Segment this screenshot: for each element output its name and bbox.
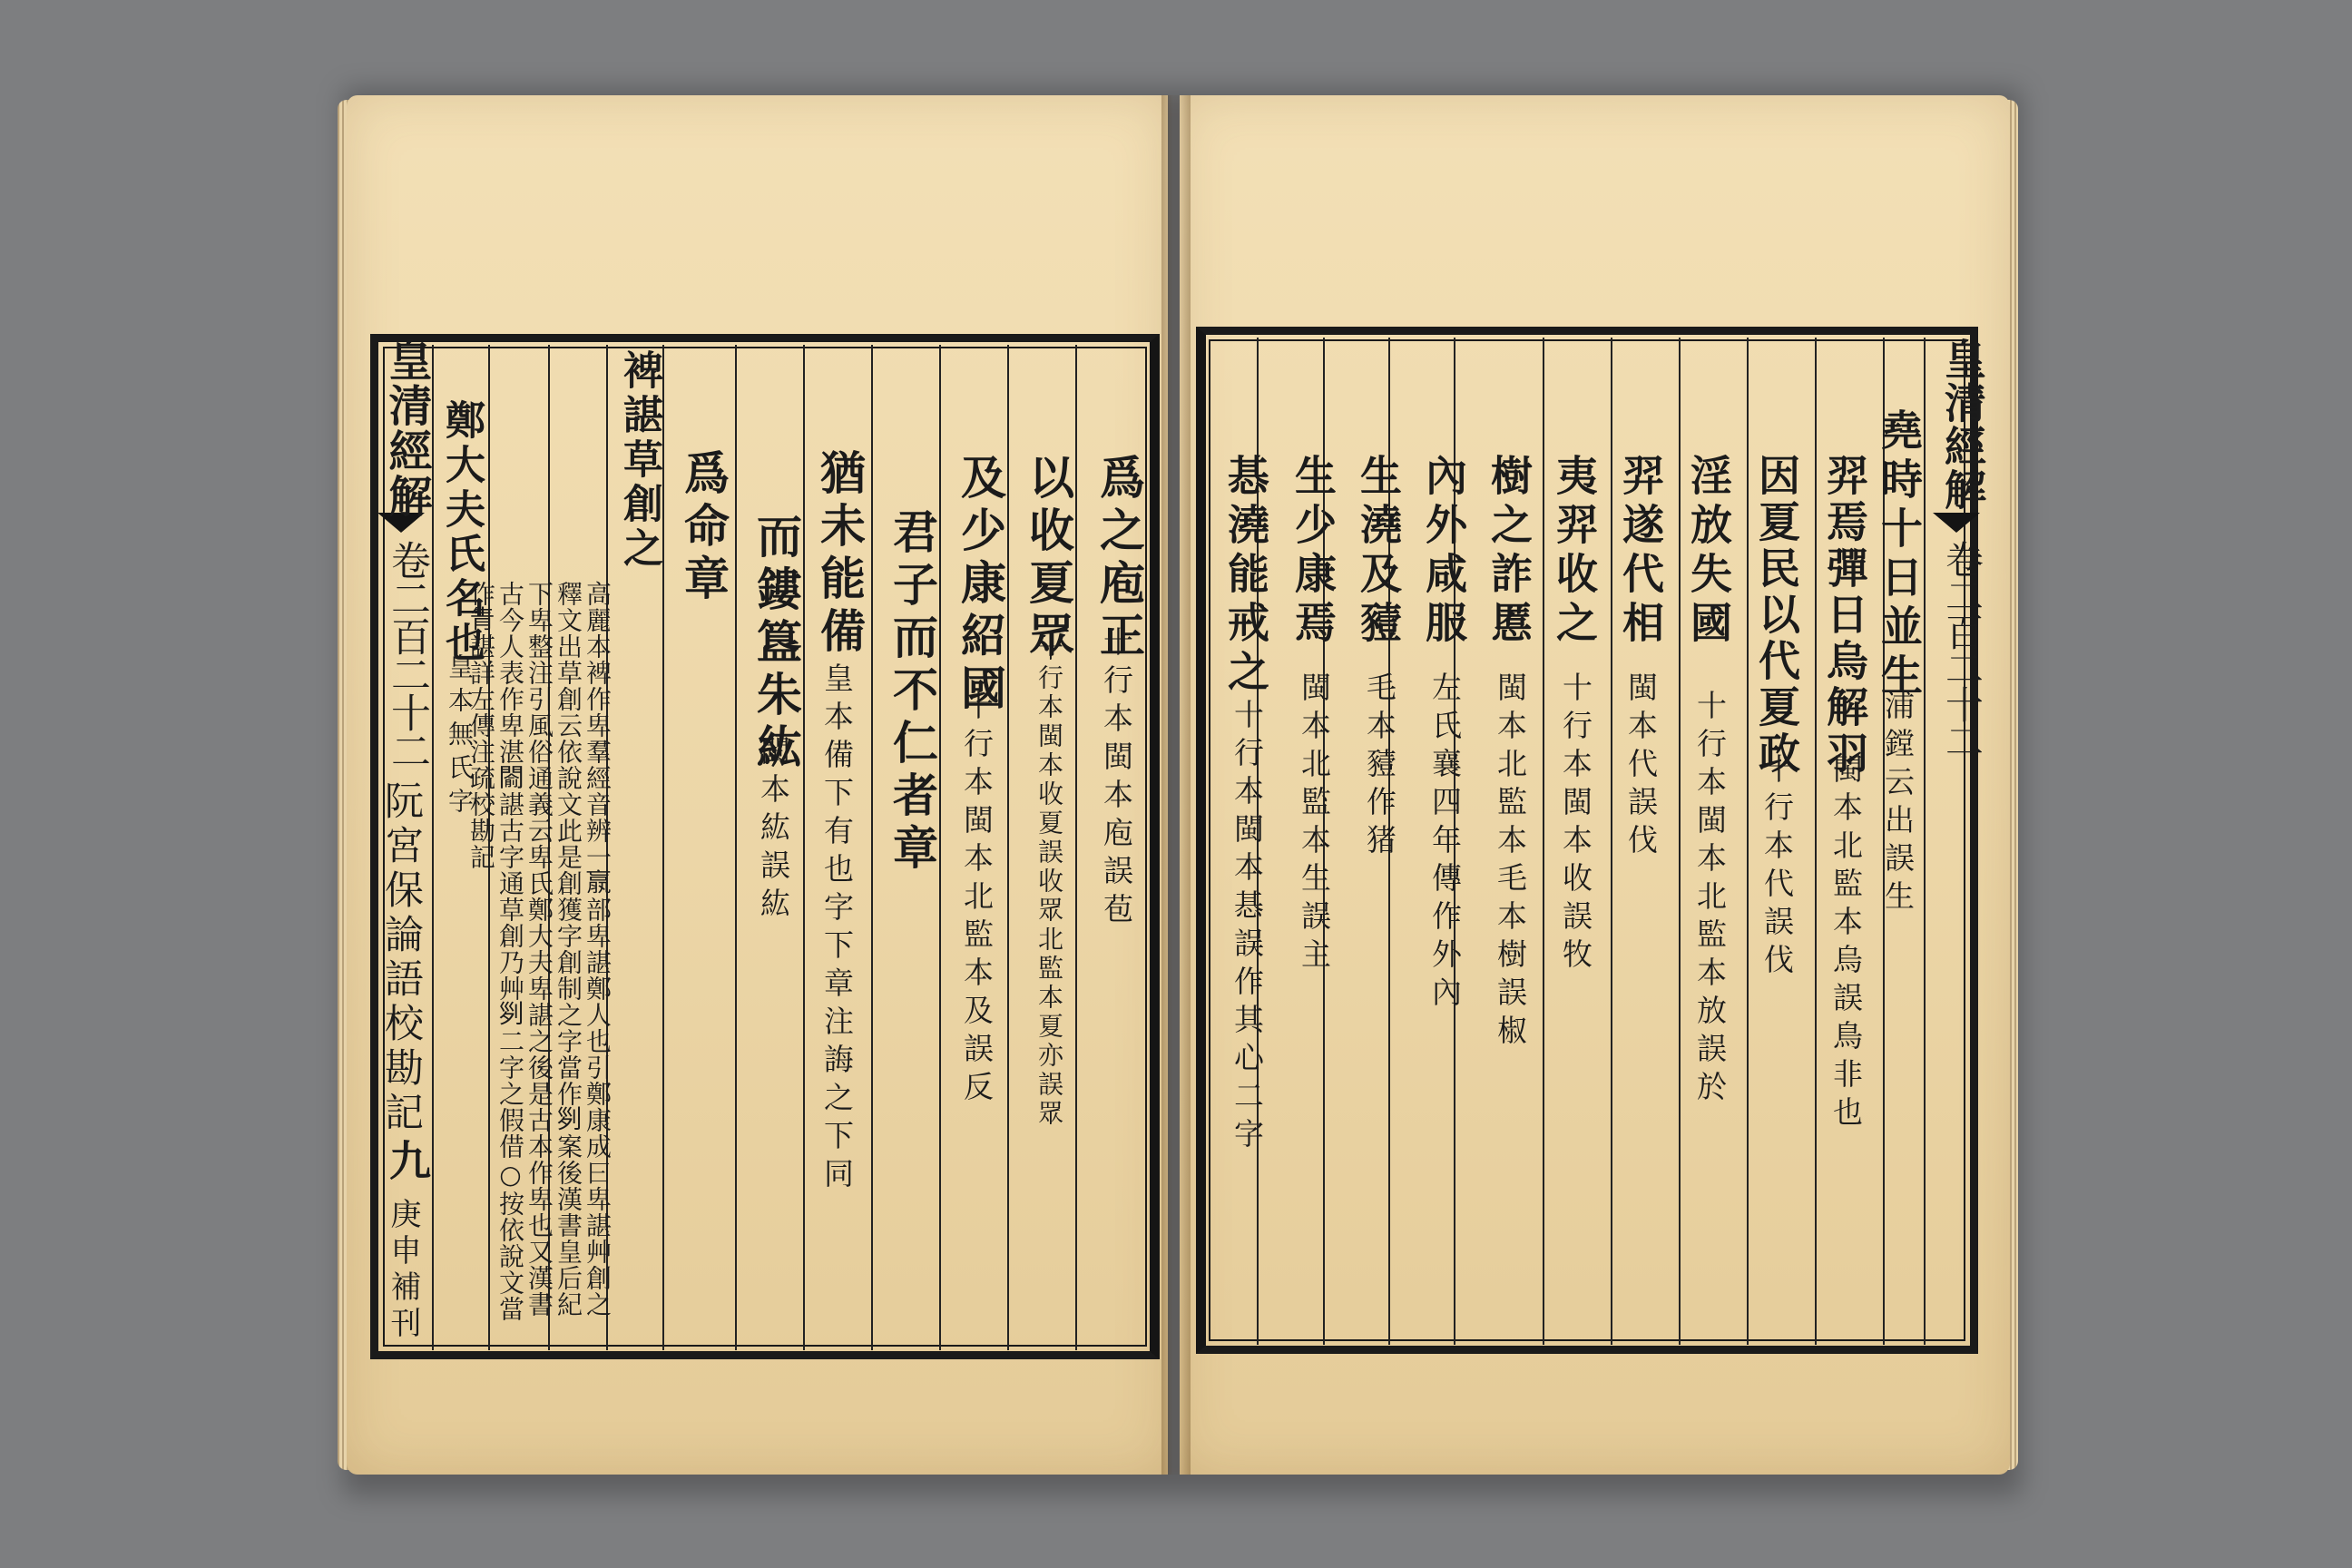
right-col-1-main: 堯時十日並生 [1875, 408, 1924, 702]
left-page-number: 九 [383, 1139, 432, 1181]
right-col-2-note: 閩本北監本烏誤鳥非也 [1828, 753, 1864, 1134]
right-col-8-main: 內外咸服 [1419, 454, 1468, 650]
left-col-3-note: 十行本閩本北監本及誤反 [959, 690, 995, 1109]
left-col-2-note: 十行本閩本收夏誤收眾北監本夏亦誤眾 [1034, 635, 1064, 1129]
left-col-4-main: 君子而不仁者章 [886, 508, 939, 877]
right-col-4-note: 十行本閩本北監本放誤於 [1692, 690, 1728, 1109]
left-col-6-main: 而鏤簋朱紘 [750, 513, 803, 776]
right-col-5-main: 羿遂代相 [1616, 454, 1665, 650]
left-col-8-main: 爲命章 [677, 449, 730, 607]
right-col-6-note: 十行本閩本收誤牧 [1558, 671, 1593, 976]
right-col-9-main: 生澆及豷 [1354, 454, 1403, 650]
left-col-1-note: 十行本閩本庖誤苞 [1099, 626, 1134, 931]
right-col-10-main: 生少康焉 [1289, 454, 1338, 650]
left-col-6-note: 閩本紘誤紘 [756, 735, 791, 926]
right-col-6-main: 夷羿收之 [1550, 454, 1599, 650]
right-col-4-main: 淫放失國 [1684, 454, 1733, 650]
right-col-7-main: 樹之詐慝 [1485, 454, 1534, 650]
right-col-10-note: 閩本北監本生誤主 [1297, 671, 1332, 976]
left-col-10-main: 鄭大夫氏名也 [438, 399, 485, 666]
left-col-9-main: 裨諶草創之 [616, 349, 662, 572]
right-col-1-note: 浦鏜云出誤生 [1880, 690, 1916, 918]
right-book-title: 皇清經解 [1938, 338, 1987, 512]
left-col-5-main: 猶未能備 [813, 449, 867, 660]
left-col-2-main: 以收夏眾 [1022, 454, 1075, 664]
left-col-9-note: 高麗本裨作卑羣經音辨一𣎆部卑諶鄭人也引鄭康成曰卑諶艸創之釋文出草創云依說文此是創獲字創制之字當作𠛱案後漢書皇后紀下卑整注引風俗通義云卑氏鄭大夫卑諶之後是古本作卑也又漢書古今人表作卑湛𨵦諶古字通草創乃艸𠛱二字之假借○按依說文當作𤯝諶詳左傳注疏校勘記 [466, 581, 612, 1322]
right-volume-label: 卷二百二十二 [1940, 540, 1984, 758]
right-col-11-main: 惎澆能戒之 [1221, 454, 1270, 699]
right-col-8-note: 左氏襄四年傳作外內 [1427, 671, 1463, 1014]
left-imprint: 庚申補刊 [385, 1198, 421, 1343]
left-volume-label: 卷二百二十二 [384, 540, 430, 769]
right-col-9-note: 毛本豷作猪 [1362, 671, 1397, 862]
left-col-3-main: 及少康紹國 [954, 454, 1007, 717]
left-col-10-note: 皇本無氏字 [445, 653, 475, 821]
right-col-11-note: 十行本閩本惎誤作其心二字 [1230, 699, 1265, 1156]
right-col-5-note: 閩本代誤伐 [1623, 671, 1659, 862]
right-col-3-note: 十行本代誤伐 [1759, 753, 1795, 982]
left-work-title: 阮宮保論語校勘記 [378, 780, 424, 1136]
left-col-5-note: 皇本備下有也字下章注誨之下同 [819, 662, 855, 1196]
fish-tail-icon [1933, 513, 1980, 533]
left-book-title: 皇清經解 [381, 338, 432, 519]
right-col-7-note: 閩本北監本毛本樹誤椒 [1493, 671, 1528, 1053]
left-col-1-main: 爲之庖正 [1093, 454, 1146, 664]
book-gutter [1161, 95, 1191, 1475]
right-col-2-main: 羿焉彈日烏解羽 [1820, 454, 1869, 778]
right-col-3-main: 因夏民以代夏政 [1752, 454, 1801, 778]
